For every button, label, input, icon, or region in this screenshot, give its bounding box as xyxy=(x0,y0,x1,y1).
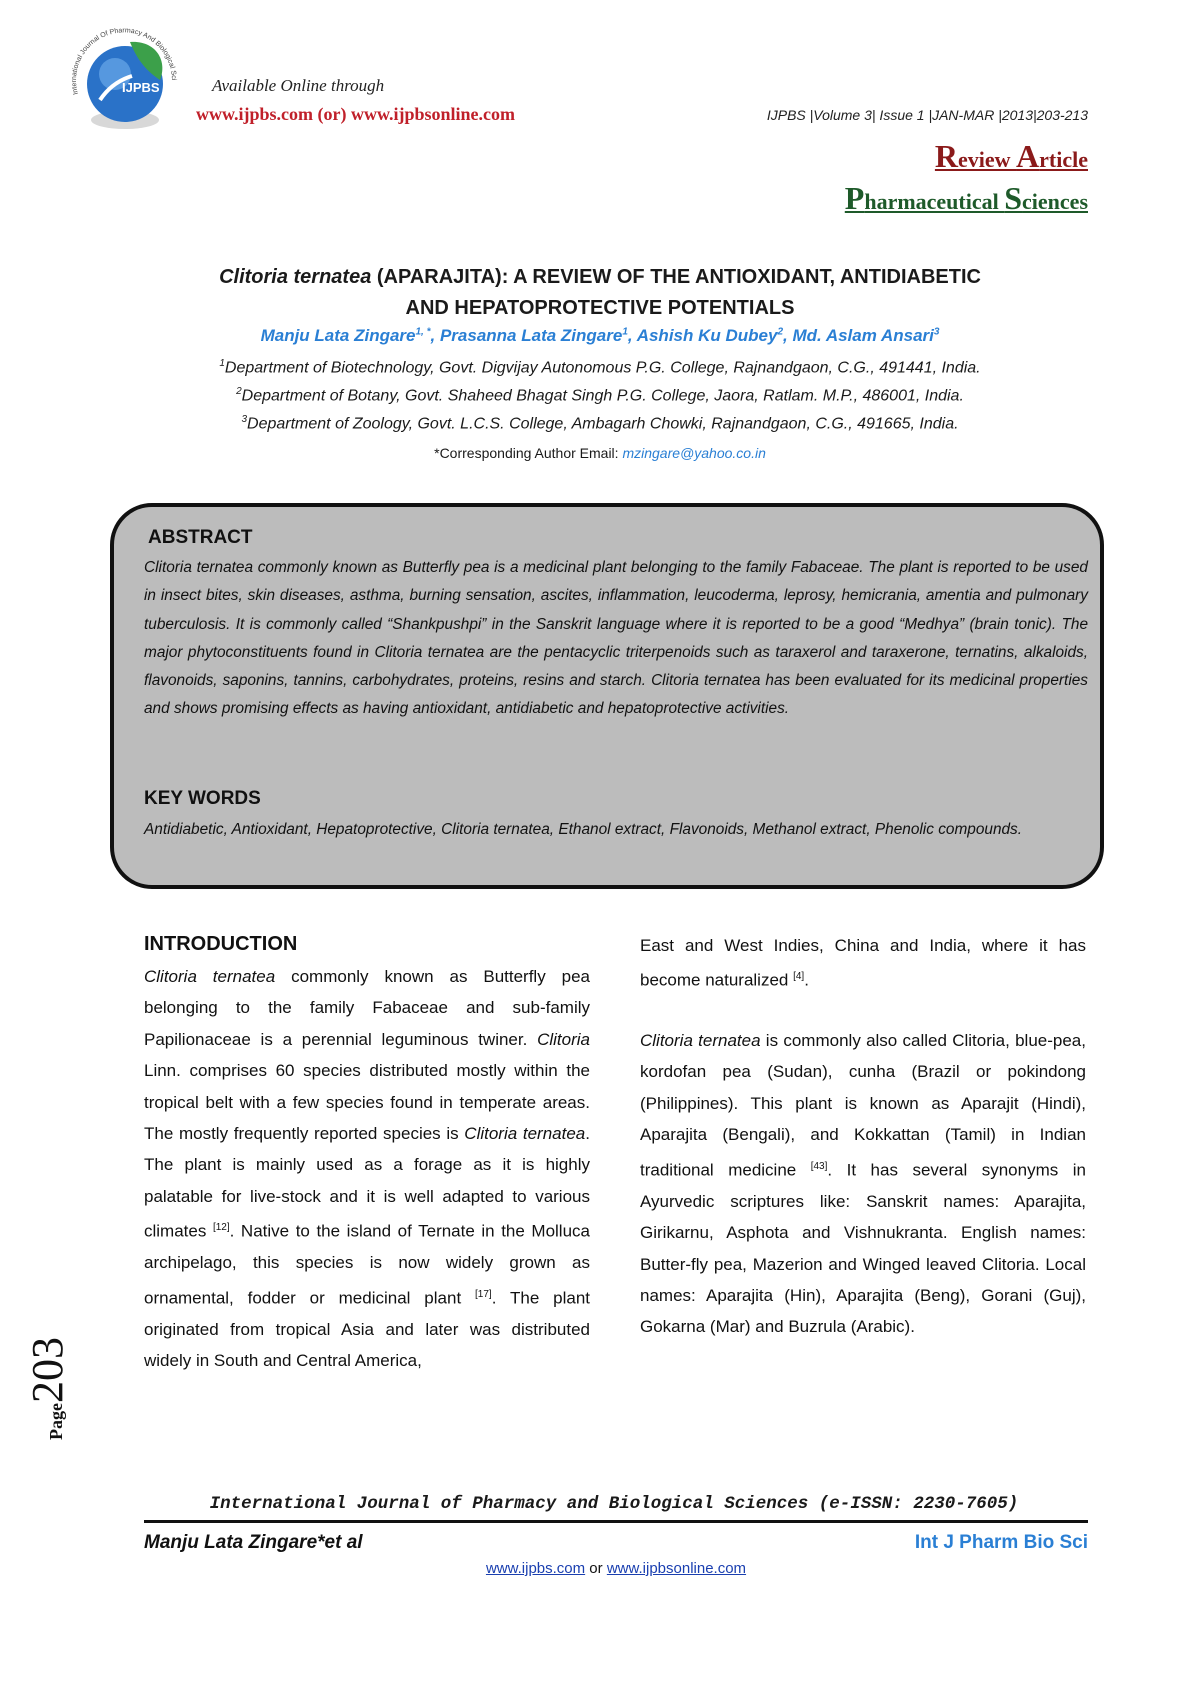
reference-mark: [17] xyxy=(475,1288,492,1300)
cat-cap: P xyxy=(844,180,865,216)
abstract-heading: ABSTRACT xyxy=(148,527,253,548)
intro-text: . The plant originated from tropical Asia and later was distributed widely in South and Central America, xyxy=(144,1288,590,1371)
footer-links xyxy=(144,1560,1088,1577)
corresponding-email-link[interactable]: mzingare@yahoo.co.in xyxy=(622,445,766,461)
footer-author: Manju Lata Zingare*et al xyxy=(144,1532,363,1553)
author-sep: , xyxy=(430,326,440,345)
introduction-heading: INTRODUCTION xyxy=(144,933,298,955)
footer-or: or xyxy=(585,1560,607,1577)
footer-journal-short: Int J Pharm Bio Sci xyxy=(914,1532,1088,1553)
cat-cap: S xyxy=(1004,180,1023,216)
site-links[interactable]: www.ijpbs.com (or) www.ijpbsonline.com xyxy=(196,104,516,124)
intro-right-paragraph-1 xyxy=(640,930,1086,996)
category-pharmaceutical-sciences xyxy=(845,180,1088,217)
reference-mark: [43] xyxy=(810,1160,828,1172)
intro-text: commonly known as Butterfly pea belonging to the family Fabaceae and sub-family Papilionaceae is a perennial leguminous twiner. xyxy=(144,967,590,1049)
intro-text: East and West Indies, China and India, where it has become naturalized xyxy=(640,936,1086,991)
journal-logo xyxy=(60,22,190,142)
intro-text: Linn. comprises 60 species distributed mostly within the tropical belt with a few species found in temperate areas. The mostly frequently reported species is xyxy=(144,1061,590,1144)
author-name: Prasanna Lata Zingare xyxy=(439,326,623,345)
author-sup: 1 xyxy=(622,326,628,338)
author-sep: , xyxy=(783,326,793,345)
species-name: Clitoria ternatea xyxy=(464,1124,586,1144)
species-name: Clitoria ternatea xyxy=(640,1031,761,1050)
footer-rule xyxy=(144,1520,1088,1523)
page-word: Page xyxy=(46,1403,66,1440)
footer-link-ijpbs[interactable]: www.ijpbs.com xyxy=(485,1560,586,1577)
intro-left-column xyxy=(144,961,590,1377)
affil-text: Department of Botany, Govt. Shaheed Bhagat Singh P.G. College, Jaora, Ratlam. M.P., 486001, India. xyxy=(241,387,964,405)
intro-text: . Native to the island of Ternate in the Molluca archipelago, this species is now widely grown as ornamental, fodder or medicinal plant xyxy=(144,1221,590,1308)
author-name: Ashish Ku Dubey xyxy=(636,326,778,345)
title-line2: AND HEPATOPROTECTIVE POTENTIALS xyxy=(405,297,795,319)
affil-sup: 3 xyxy=(241,414,248,425)
cat-rest: eview xyxy=(958,147,1017,172)
intro-text: . xyxy=(804,971,809,991)
author-name: Manju Lata Zingare xyxy=(260,326,416,345)
cat-cap: R xyxy=(934,138,958,174)
citation-line: IJPBS |Volume 3| Issue 1 |JAN-MAR |2013|203-213 xyxy=(766,107,1088,123)
title-rest: (APARAJITA): A REVIEW OF THE ANTIOXIDANT, ANTIDIABETIC xyxy=(371,266,981,288)
genus-name: Clitoria xyxy=(537,1029,590,1049)
author-sup: 2 xyxy=(777,326,784,338)
footer-journal-name: International Journal of Pharmacy and Biological Sciences (e-ISSN: 2230-7605) xyxy=(209,1494,1019,1514)
reference-mark: [4] xyxy=(793,971,805,983)
affil-text: Department of Zoology, Govt. L.C.S. College, Ambagarh Chowki, Rajnandgaon, C.G., 491665, India. xyxy=(247,415,959,433)
author-sup: 1, * xyxy=(415,326,431,338)
intro-right-paragraph-2 xyxy=(640,1025,1086,1343)
cat-rest: rticle xyxy=(1039,147,1088,172)
intro-text: . The plant is mainly used as a forage as it is highly palatable for live-stock and it is well adapted to various climates xyxy=(144,1124,590,1241)
logo-ring-text: International Journal Of Pharmacy And Biological Sci xyxy=(70,27,178,96)
cat-cap: A xyxy=(1016,138,1040,174)
logo-text: IJPBS xyxy=(122,80,160,95)
author-name: Md. Aslam Ansari xyxy=(792,326,934,345)
intro-text: is commonly also called Clitoria, blue-pea, kordofan pea (Sudan), cunha (Brazil or pokindong (Philippines). This plant is known as Aparajit (Hindi), Aparajita (Bengali), and Kokkattan (Tamil) in Indian traditional medicine xyxy=(640,1031,1086,1180)
corresponding-author xyxy=(110,445,1090,461)
keywords-heading: KEY WORDS xyxy=(144,788,261,809)
page-number xyxy=(22,1280,72,1440)
cat-rest: ciences xyxy=(1022,189,1088,214)
available-online: Available Online through xyxy=(212,76,385,95)
affiliation-2 xyxy=(110,386,1090,405)
article-title xyxy=(110,262,1090,324)
abstract-text: Clitoria ternatea commonly known as Butterfly pea is a medicinal plant belonging to the family Fabaceae. The plant is reported to be used in insect bites, skin diseases, asthma, burning sensation, ascites, inflammation, leucoderma, leprosy, hemicrania, amentia and pulmonary tuberculosis. It is commonly called “Shankpushpi” in the Sanskrit language where it is reported to be a good “Medhya” (brain tonic). The major phytoconstituents found in Clitoria ternatea are the pentacyclic triterpenoids such as taraxerol and taraxerone, ternatins, alkaloids, flavonoids, saponins, tannins, carbohydrates, proteins, resins and starch. Clitoria ternatea has been evaluated for its medicinal properties and shows promising effects as having antioxidant, antidiabetic and hepatoprotective activities. xyxy=(144,559,1088,718)
affil-sup: 1 xyxy=(219,358,225,369)
affiliation-1 xyxy=(110,358,1090,377)
affiliation-3 xyxy=(110,414,1090,433)
intro-text: . It has several synonyms in Ayurvedic scriptures like: Sanskrit names: Aparajita, Girikarnu, Asphota and Vishnukranta. English names: Butter-fly pea, Mazerion and Winged leaved Clitoria. Local names: Aparajita (Hin), Aparajita (Beng), Gorani (Guj), Gokarna (Mar) and Buzrula (Arabic). xyxy=(640,1160,1086,1337)
title-species: Clitoria ternatea xyxy=(219,266,372,288)
footer-link-ijpbsonline[interactable]: www.ijpbsonline.com xyxy=(606,1560,747,1577)
author-sep: , xyxy=(627,326,637,345)
corresponding-label: *Corresponding Author Email: xyxy=(434,445,623,461)
keywords-text: Antidiabetic, Antioxidant, Hepatoprotective, Clitoria ternatea, Ethanol extract, Flavonoids, Methanol extract, Phenolic compounds. xyxy=(144,821,1023,838)
cat-rest: harmaceutical xyxy=(864,189,1005,214)
author-sup: 3 xyxy=(933,326,940,338)
authors xyxy=(110,326,1090,346)
category-review-article xyxy=(935,138,1088,175)
page-number-value: 203 xyxy=(23,1337,72,1404)
reference-mark: [12] xyxy=(212,1222,230,1234)
affil-text: Department of Biotechnology, Govt. Digvijay Autonomous P.G. College, Rajnandgaon, C.G., 491441, India. xyxy=(224,359,981,377)
affil-sup: 2 xyxy=(236,386,242,397)
species-name: Clitoria ternatea xyxy=(144,967,276,986)
